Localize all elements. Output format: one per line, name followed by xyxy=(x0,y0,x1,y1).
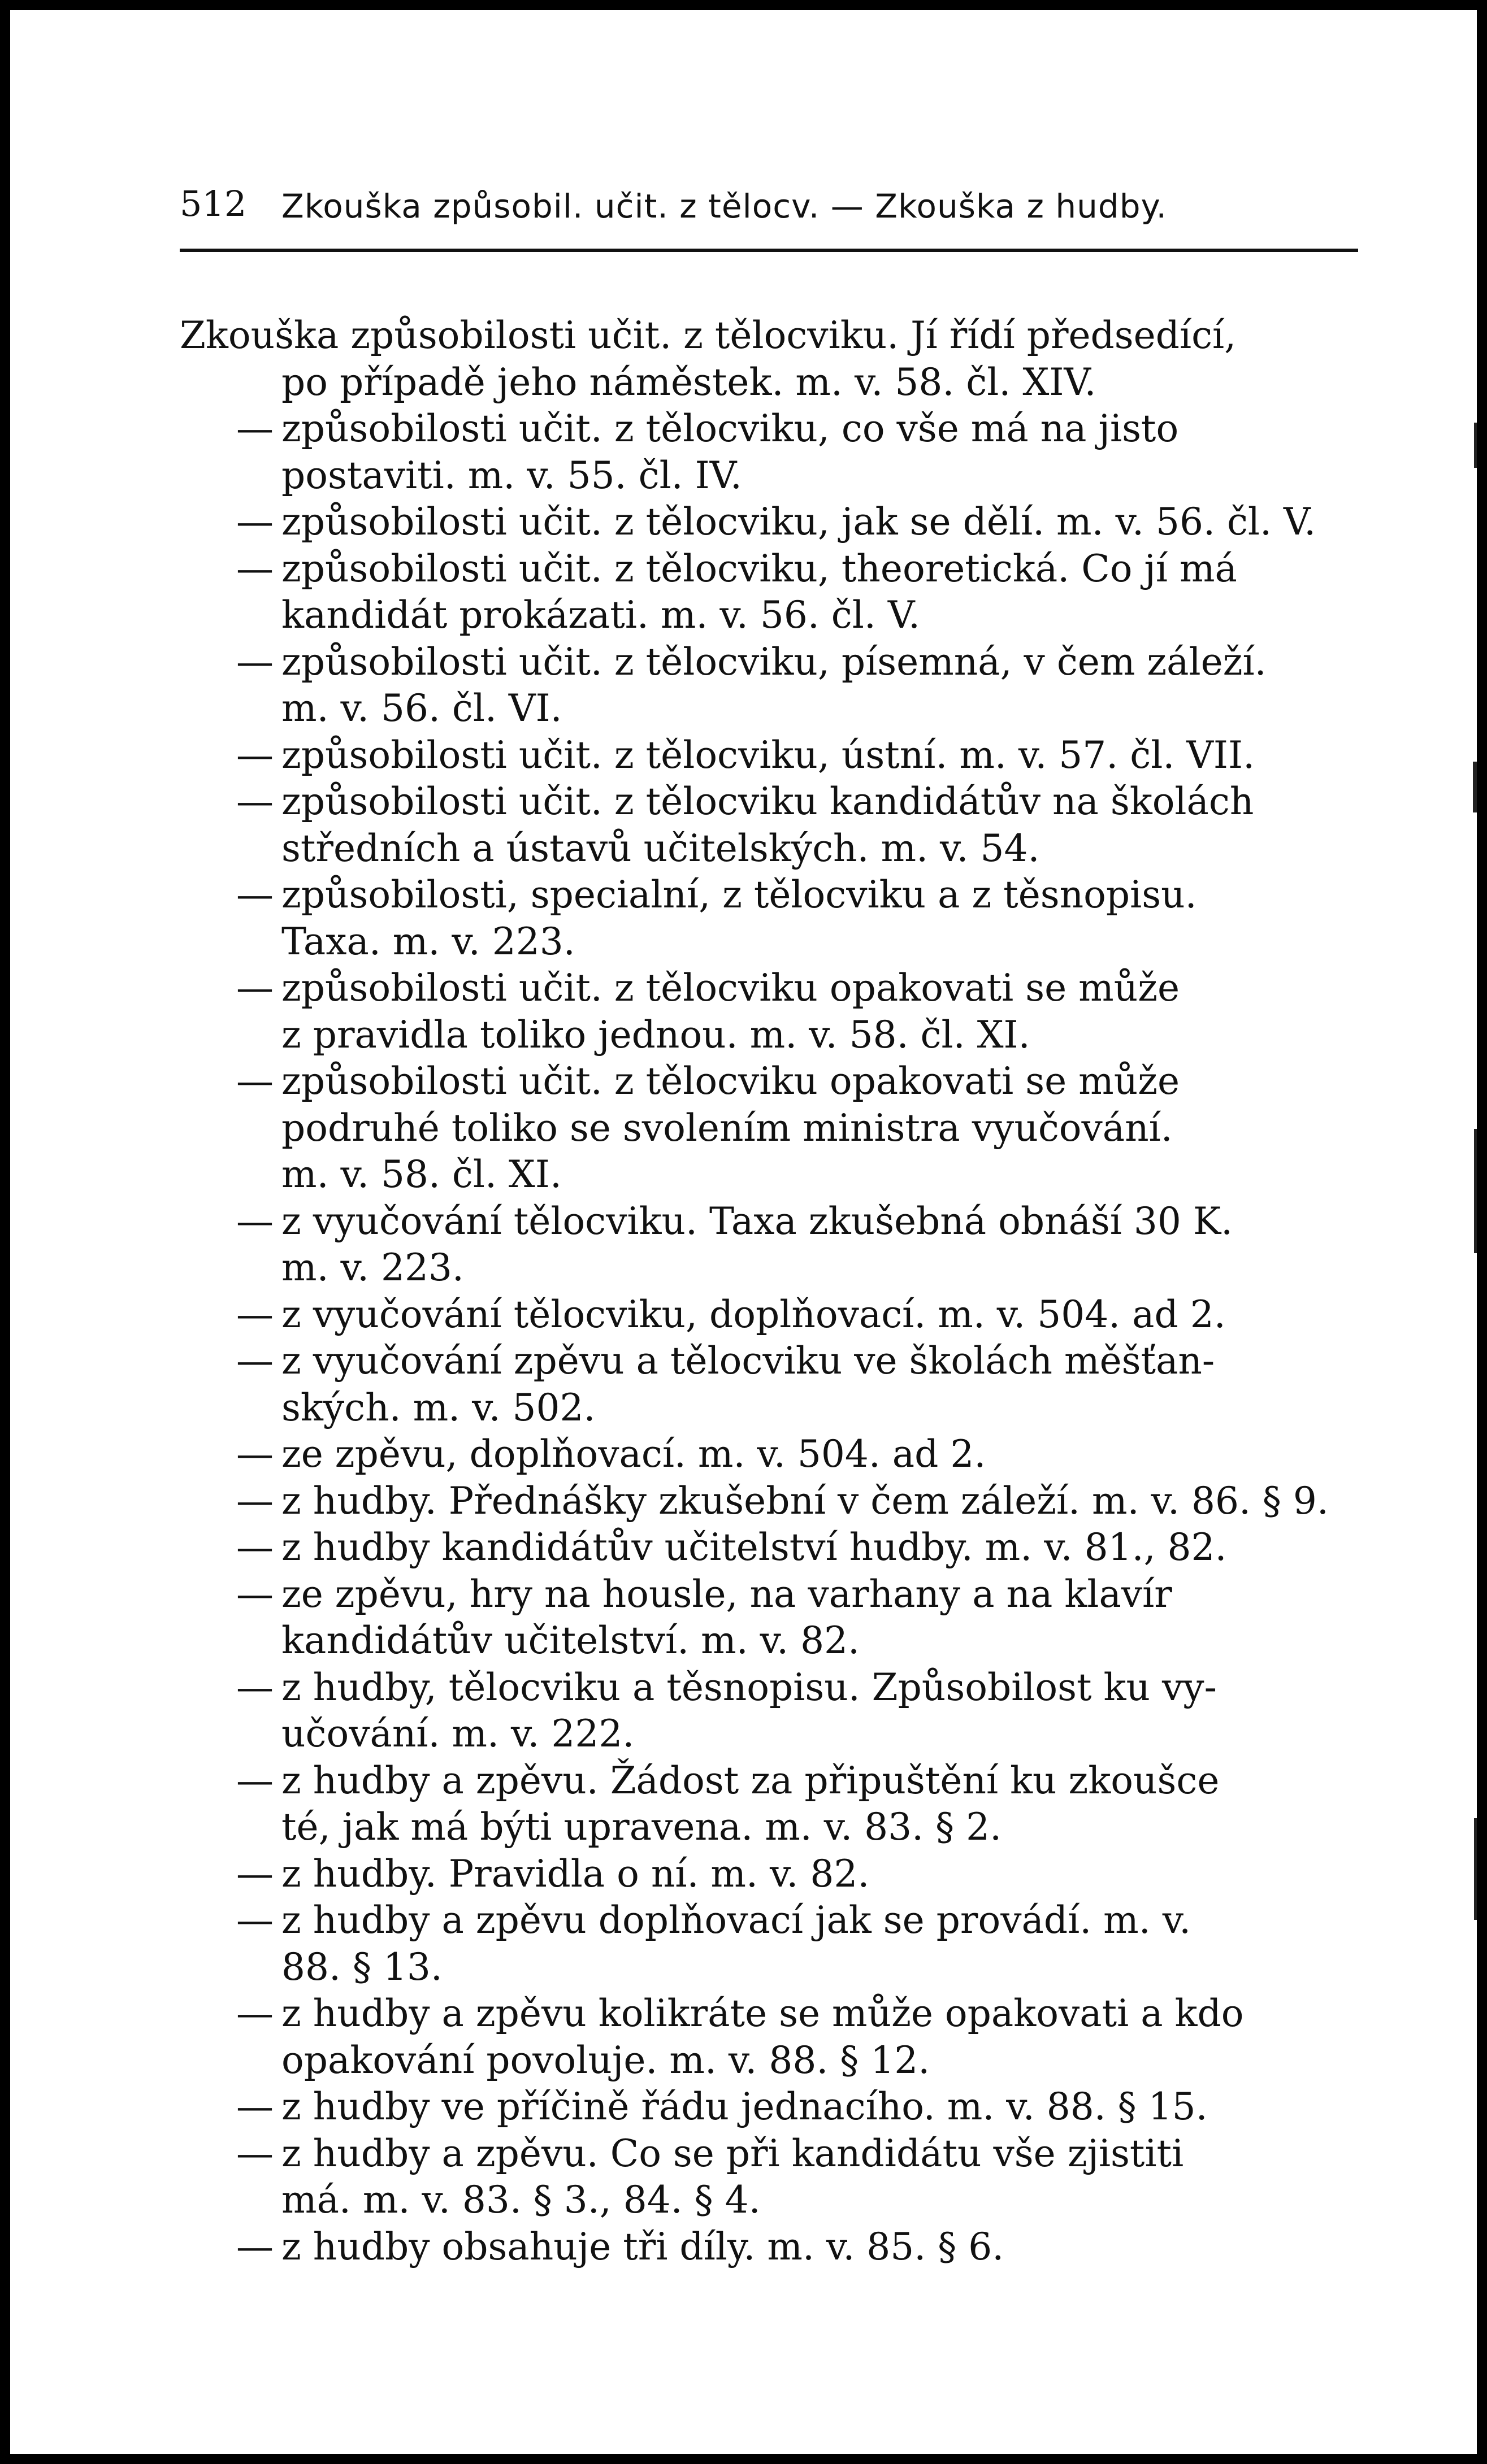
entry-text xyxy=(281,1292,1361,1339)
entry-dash: — xyxy=(236,1665,274,1709)
index-entry xyxy=(180,1665,1361,1758)
page-edge-mark xyxy=(1473,762,1477,812)
entry-dash: — xyxy=(236,1339,274,1383)
entry-line: má. m. v. 83. § 3., 84. § 4. xyxy=(281,2178,761,2222)
running-title: Zkouška způsobil. učit. z tělocv. — Zkouška z hudby. xyxy=(281,187,1167,225)
index-entry xyxy=(180,779,1361,872)
entry-dash: — xyxy=(236,500,274,544)
entry-dash: — xyxy=(236,2224,274,2269)
entry-text xyxy=(281,1058,1361,1198)
entry-dash: — xyxy=(236,1479,274,1523)
entry-text xyxy=(281,546,1361,639)
entry-text xyxy=(281,499,1361,546)
index-entry xyxy=(180,1758,1361,1851)
index-entry xyxy=(180,1897,1361,1991)
entry-dash: — xyxy=(236,1292,274,1336)
entry-text xyxy=(281,2131,1361,2224)
index-entry xyxy=(180,965,1361,1058)
entry-line: způsobilosti učit. z tělocviku, theoretická. Co jí má xyxy=(281,546,1237,590)
entry-dash: — xyxy=(236,1199,274,1243)
entry-dash: — xyxy=(236,1572,274,1616)
index-entry xyxy=(180,406,1361,499)
entry-line: z hudby obsahuje tři díly. m. v. 85. § 6. xyxy=(281,2224,1004,2269)
page-edge-mark xyxy=(1474,1818,1477,1920)
entry-line: z vyučování zpěvu a tělocviku ve školách měšťan- xyxy=(281,1339,1215,1383)
index-entry xyxy=(180,1431,1361,1478)
entry-dash: — xyxy=(236,873,274,916)
entry-dash: — xyxy=(236,2131,274,2175)
entry-text xyxy=(281,1897,1361,1991)
entry-line: té, jak má býti upravena. m. v. 83. § 2. xyxy=(281,1805,1002,1849)
index-entry xyxy=(180,1058,1361,1198)
entry-line: opakování povoluje. m. v. 88. § 12. xyxy=(281,2038,930,2082)
index-entry xyxy=(180,732,1361,779)
entry-line: z pravidla toliko jednou. m. v. 58. čl. XI. xyxy=(281,1012,1030,1057)
entry-dash: — xyxy=(236,1898,274,1942)
entry-dash: — xyxy=(236,966,274,1010)
entry-line: z hudby. Přednášky zkušební v čem záleží. m. v. 86. § 9. xyxy=(281,1479,1329,1523)
entry-dash: — xyxy=(236,1432,274,1476)
index-entry xyxy=(180,312,1361,406)
entry-text xyxy=(281,1665,1361,1758)
entry-text xyxy=(281,1198,1361,1292)
entry-line: způsobilosti učit. z tělocviku opakovati se může xyxy=(281,966,1180,1010)
entry-dash: — xyxy=(236,1526,274,1569)
page-edge-mark xyxy=(1474,1129,1477,1253)
index-entry xyxy=(180,2131,1361,2224)
entry-line: způsobilosti učit. z tělocviku, ústní. m. v. 57. čl. VII. xyxy=(281,733,1255,777)
index-entry xyxy=(180,1571,1361,1665)
entry-line: podruhé toliko se svolením ministra vyučování. xyxy=(281,1106,1173,1150)
entry-dash: — xyxy=(236,1059,274,1103)
entry-line: z hudby ve příčině řádu jednacího. m. v. 88. § 15. xyxy=(281,2085,1208,2128)
entry-line: m. v. 223. xyxy=(281,1246,464,1289)
book-page xyxy=(10,10,1477,2454)
entry-line: z hudby, tělocviku a těsnopisu. Způsobilost ku vy- xyxy=(281,1665,1217,1709)
entry-text xyxy=(281,965,1361,1058)
entry-dash: — xyxy=(236,1852,274,1896)
entry-text xyxy=(281,1524,1361,1571)
page-edge-mark xyxy=(1474,423,1477,468)
entry-line: 88. § 13. xyxy=(281,1945,443,1989)
entry-line: z vyučování tělocviku. Taxa zkušebná obnáší 30 K. xyxy=(281,1199,1233,1243)
entry-line: ze zpěvu, hry na housle, na varhany a na klavír xyxy=(281,1572,1172,1616)
entry-line: m. v. 58. čl. XI. xyxy=(281,1153,562,1196)
entry-text xyxy=(281,1851,1361,1898)
entry-line: z hudby kandidátův učitelství hudby. m. v. 81., 82. xyxy=(281,1526,1227,1569)
entry-line: m. v. 56. čl. VI. xyxy=(281,686,562,730)
entry-text xyxy=(281,2224,1361,2271)
entry-line: ze zpěvu, doplňovací. m. v. 504. ad 2. xyxy=(281,1432,986,1476)
entry-line: z hudby. Pravidla o ní. m. v. 82. xyxy=(281,1852,870,1896)
entry-line: způsobilosti učit. z tělocviku, co vše má na jisto xyxy=(281,407,1179,450)
index-entry xyxy=(180,872,1361,965)
entry-dash: — xyxy=(236,780,274,823)
index-entries xyxy=(180,312,1361,2270)
entry-text xyxy=(281,406,1361,499)
index-entry xyxy=(180,1292,1361,1339)
entry-line: z hudby a zpěvu kolikráte se může opakovati a kdo xyxy=(281,1992,1244,2035)
entry-line: po případě jeho náměstek. m. v. 58. čl. XIV. xyxy=(281,360,1096,404)
entry-text xyxy=(281,1431,1361,1478)
entry-dash: — xyxy=(236,640,274,684)
entry-line: z hudby a zpěvu doplňovací jak se provádí. m. v. xyxy=(281,1898,1191,1942)
entry-dash: — xyxy=(236,2085,274,2128)
entry-text xyxy=(180,312,1361,406)
entry-line: ských. m. v. 502. xyxy=(281,1385,596,1429)
index-entry xyxy=(180,2224,1361,2271)
index-entry xyxy=(180,1991,1361,2084)
entry-text xyxy=(281,732,1361,779)
entry-line: kandidát prokázati. m. v. 56. čl. V. xyxy=(281,593,920,637)
entry-line: učování. m. v. 222. xyxy=(281,1712,635,1755)
entry-line: Zkouška způsobilosti učit. z tělocviku. Jí řídí předsedící, xyxy=(180,314,1237,357)
entry-line: Taxa. m. v. 223. xyxy=(281,919,575,963)
index-entry xyxy=(180,546,1361,639)
entry-line: způsobilosti učit. z tělocviku kandidátův na školách xyxy=(281,780,1254,823)
entry-text xyxy=(281,1478,1361,1525)
entry-line: způsobilosti učit. z tělocviku, jak se dělí. m. v. 56. čl. V. xyxy=(281,500,1316,544)
index-entry xyxy=(180,639,1361,732)
entry-line: kandidátův učitelství. m. v. 82. xyxy=(281,1619,860,1662)
index-entry xyxy=(180,1198,1361,1292)
entry-text xyxy=(281,779,1361,872)
index-entry xyxy=(180,499,1361,546)
entry-line: postaviti. m. v. 55. čl. IV. xyxy=(281,453,742,497)
entry-line: z hudby a zpěvu. Žádost za připuštění ku zkoušce xyxy=(281,1758,1220,1802)
index-entry xyxy=(180,2084,1361,2131)
entry-line: způsobilosti učit. z tělocviku opakovati se může xyxy=(281,1059,1180,1103)
entry-line: způsobilosti učit. z tělocviku, písemná, v čem záleží. xyxy=(281,640,1267,684)
entry-text xyxy=(281,2084,1361,2131)
entry-dash: — xyxy=(236,1758,274,1802)
entry-dash: — xyxy=(236,733,274,777)
index-entry xyxy=(180,1338,1361,1431)
entry-line: středních a ústavů učitelských. m. v. 54. xyxy=(281,826,1040,870)
entry-text xyxy=(281,639,1361,732)
index-entry xyxy=(180,1851,1361,1898)
page-number: 512 xyxy=(180,183,247,224)
entry-text xyxy=(281,1338,1361,1431)
entry-dash: — xyxy=(236,546,274,590)
entry-text xyxy=(281,1758,1361,1851)
entry-line: z hudby a zpěvu. Co se při kandidátu vše zjistiti xyxy=(281,2131,1184,2175)
header-rule xyxy=(180,249,1358,252)
entry-dash: — xyxy=(236,407,274,450)
entry-text xyxy=(281,1991,1361,2084)
index-entry xyxy=(180,1524,1361,1571)
entry-text xyxy=(281,872,1361,965)
index-entry xyxy=(180,1478,1361,1525)
entry-text xyxy=(281,1571,1361,1665)
entry-line: z vyučování tělocviku, doplňovací. m. v. 504. ad 2. xyxy=(281,1292,1226,1336)
entry-dash: — xyxy=(236,1992,274,2035)
entry-line: způsobilosti, specialní, z tělocviku a z těsnopisu. xyxy=(281,873,1197,916)
